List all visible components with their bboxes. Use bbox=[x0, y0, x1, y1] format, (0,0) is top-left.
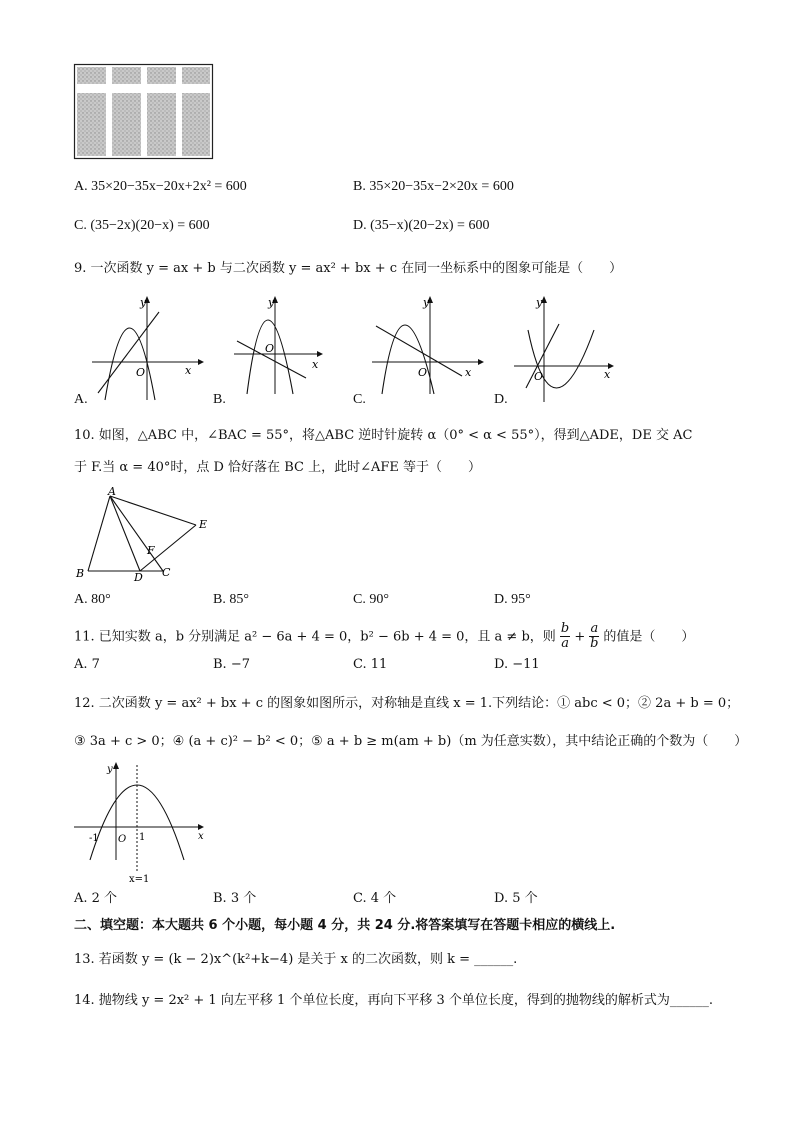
q11-stem-b: 的值是（ ） bbox=[603, 629, 695, 645]
q8-option-b: B. 35×20−35x−2×20x = 600 bbox=[353, 179, 514, 194]
q8-option-a: A. 35×20−35x−20x+2x² = 600 bbox=[74, 179, 247, 194]
q9d-y-label: y bbox=[536, 296, 543, 309]
q12-x-label: x bbox=[198, 831, 204, 842]
q9-option-d: D. bbox=[494, 392, 508, 407]
q12-origin: O bbox=[118, 834, 127, 845]
q9-option-a: A. bbox=[74, 392, 88, 407]
q12-axis-label: x=1 bbox=[129, 874, 150, 885]
q10-label-e: E bbox=[199, 518, 208, 531]
q12-option-a: A. 2 个 bbox=[74, 891, 118, 906]
q9b-x-label: x bbox=[312, 358, 319, 371]
q11-frac2-num: a bbox=[590, 621, 599, 636]
q9c-y-label: y bbox=[423, 296, 430, 309]
q11-option-b: B. −7 bbox=[213, 657, 250, 672]
q9d-origin: O bbox=[534, 370, 544, 383]
section-2-heading: 二、填空题：本大题共 6 个小题，每小题 4 分，共 24 分.将答案填写在答题卡相应的横线上. bbox=[74, 918, 616, 933]
q10-option-b: B. 85° bbox=[213, 592, 249, 607]
q11-fraction-a-over-b bbox=[589, 622, 599, 652]
q12-stem-line1: 12. 二次函数 y = ax² + bx + c 的图象如图所示，对称轴是直线 x = 1.下列结论：① abc < 0；② 2a + b = 0； bbox=[74, 696, 740, 711]
q10-label-f: F bbox=[147, 544, 155, 557]
q9a-y-label: y bbox=[140, 296, 147, 309]
q9c-origin: O bbox=[418, 366, 428, 379]
q9b-y-label: y bbox=[268, 296, 275, 309]
q12-parabola-figure bbox=[72, 760, 206, 884]
q11-frac2-den: b bbox=[590, 636, 599, 652]
q11-frac1-num: b bbox=[560, 621, 570, 636]
q12-option-d: D. 5 个 bbox=[494, 891, 538, 906]
q9-graph-c bbox=[372, 296, 484, 396]
q9-stem: 9. 一次函数 y = ax + b 与二次函数 y = ax² + bx + c 在同一坐标系中的图象可能是（ ） bbox=[74, 261, 623, 276]
q12-tick-neg1: -1 bbox=[89, 833, 99, 844]
q9c-x-label: x bbox=[465, 366, 472, 379]
q9b-origin: O bbox=[265, 342, 275, 355]
q11-fraction-b-over-a bbox=[560, 622, 570, 652]
q13-stem: 13. 若函数 y = (k − 2)x^(k²+k−4) 是关于 x 的二次函数，则 k = ______. bbox=[74, 952, 518, 967]
q12-y-label: y bbox=[107, 764, 113, 775]
q12-tick-1: 1 bbox=[139, 832, 146, 843]
q14-stem: 14. 抛物线 y = 2x² + 1 向左平移 1 个单位长度，再向下平移 3 个单位长度，得到的抛物线的解析式为______. bbox=[74, 993, 714, 1008]
q11-option-c: C. 11 bbox=[353, 657, 388, 672]
q10-option-a: A. 80° bbox=[74, 592, 111, 607]
field-road-figure bbox=[74, 64, 214, 160]
q11-option-a: A. 7 bbox=[74, 657, 100, 672]
q9-graph-b bbox=[234, 296, 324, 396]
q8-option-d: D. (35−x)(20−2x) = 600 bbox=[353, 218, 490, 233]
q12-option-b: B. 3 个 bbox=[213, 891, 257, 906]
q10-rotation-figure bbox=[74, 484, 214, 584]
q9-graph-d bbox=[514, 296, 614, 404]
q9-option-b: B. bbox=[213, 392, 226, 407]
q8-option-c: C. (35−2x)(20−x) = 600 bbox=[74, 218, 210, 233]
q9d-x-label: x bbox=[604, 368, 611, 381]
q12-stem-line2: ③ 3a + c > 0；④ (a + c)² − b² < 0；⑤ a + b ≥ m(am + b)（m 为任意实数），其中结论正确的个数为（ ） bbox=[74, 734, 748, 749]
q11-stem-a: 11. 已知实数 a，b 分别满足 a² − 6a + 4 = 0，b² − 6b + 4 = 0，且 a ≠ b，则 bbox=[74, 629, 556, 645]
q10-stem-line2: 于 F.当 α = 40°时，点 D 恰好落在 BC 上，此时∠AFE 等于（ ） bbox=[74, 460, 481, 475]
q12-option-c: C. 4 个 bbox=[353, 891, 397, 906]
q10-option-c: C. 90° bbox=[353, 592, 389, 607]
q9-option-c: C. bbox=[353, 392, 366, 407]
q11-plus: + bbox=[574, 629, 586, 645]
q10-option-d: D. 95° bbox=[494, 592, 531, 607]
q9a-origin: O bbox=[136, 366, 146, 379]
q10-label-c: C bbox=[162, 566, 171, 579]
q9a-x-label: x bbox=[185, 364, 192, 377]
q10-label-a: A bbox=[108, 485, 116, 498]
q10-label-b: B bbox=[76, 567, 85, 580]
q11-stem bbox=[74, 622, 694, 652]
q11-option-d: D. −11 bbox=[494, 657, 540, 672]
q10-stem-line1: 10. 如图，△ABC 中，∠BAC = 55°，将△ABC 逆时针旋转 α（0° < α < 55°），得到△ADE，DE 交 AC bbox=[74, 428, 693, 443]
q10-label-d: D bbox=[134, 571, 143, 584]
q11-frac1-den: a bbox=[561, 636, 569, 652]
q9-graph-a bbox=[92, 296, 204, 406]
